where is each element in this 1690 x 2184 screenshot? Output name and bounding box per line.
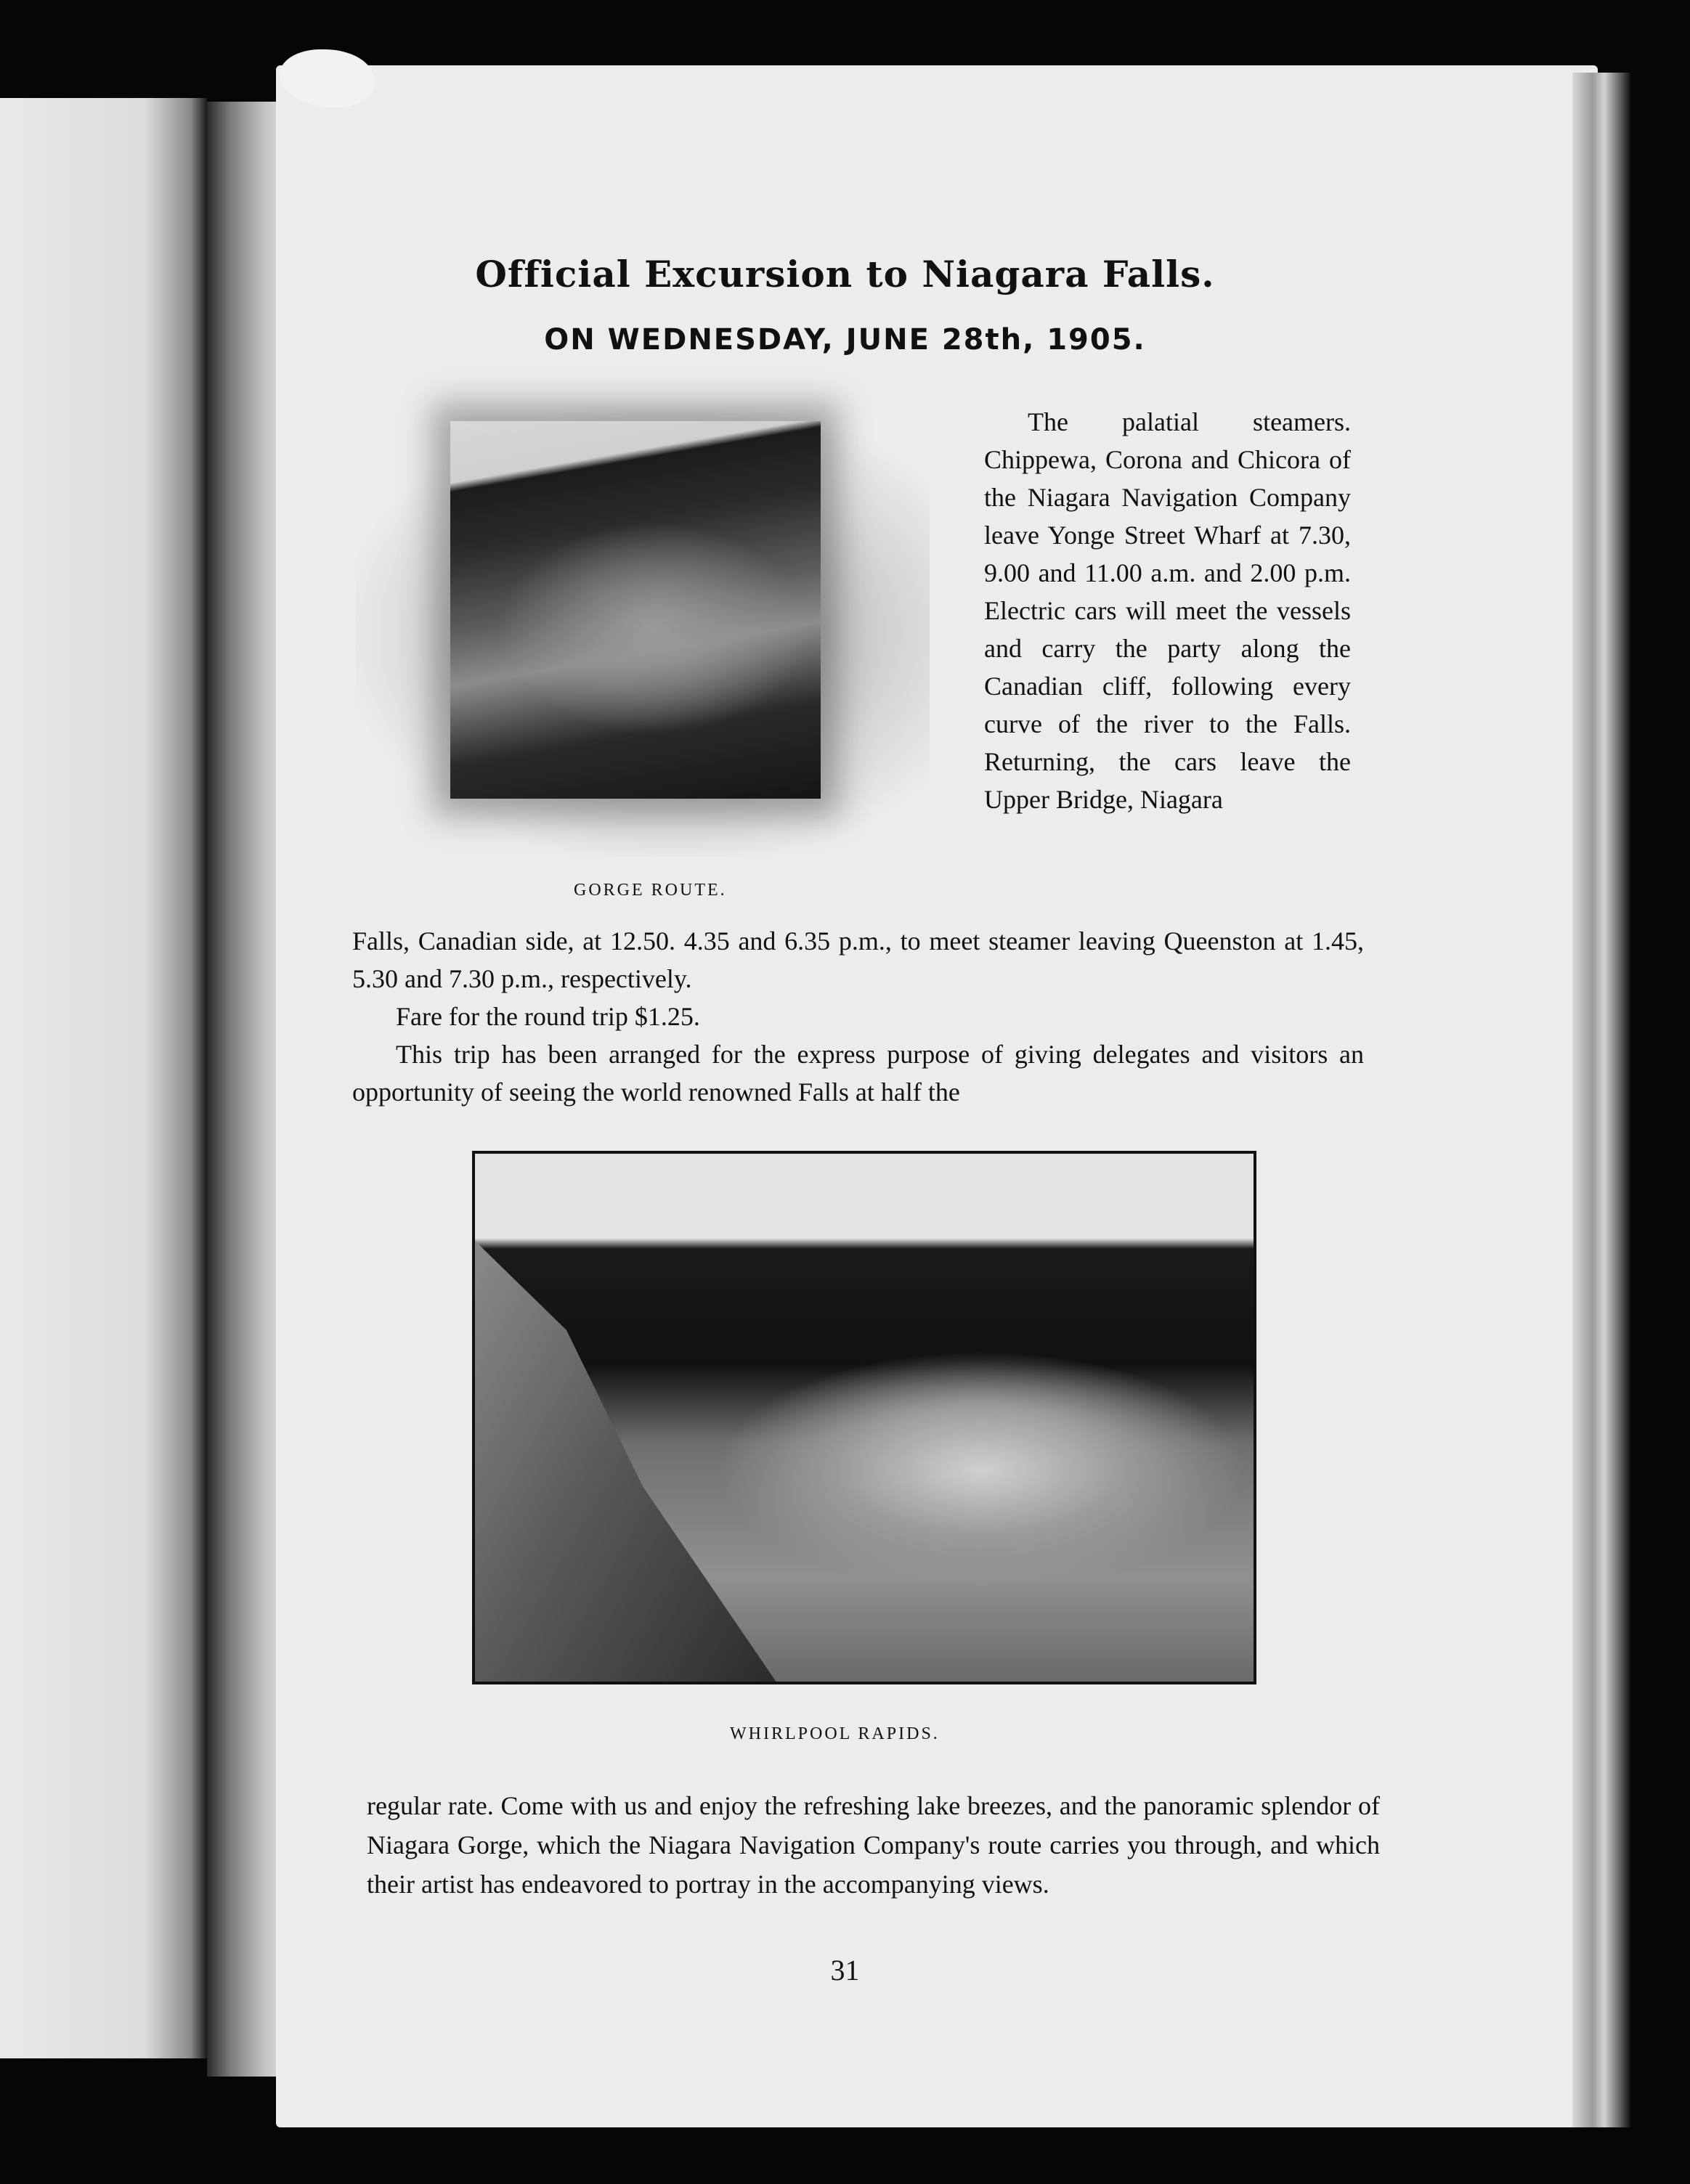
book-gutter — [207, 102, 287, 2077]
purpose-paragraph-end: regular rate. Come with us and enjoy the refreshing lake breezes, and the panoramic splendor of Niagara Gorge, which the Niagara Navigation Company's route carries you through, and which their artist has endeavored to portray in the accompanying views. — [367, 1791, 1380, 1899]
purpose-paragraph: This trip has been arranged for the express purpose of giving delegates and visitors an opportunity of seeing the world renowned Falls at half the — [352, 1040, 1364, 1107]
whirlpool-rapids-caption: WHIRLPOOL RAPIDS. — [730, 1724, 940, 1743]
fare-paragraph: Fare for the round trip $1.25. — [396, 1002, 700, 1031]
whirlpool-rapids-photo — [472, 1151, 1256, 1684]
text-column — [984, 403, 1351, 818]
body-text-lower — [367, 1786, 1380, 1904]
cliff-shading — [475, 1241, 780, 1684]
gorge-route-caption: GORGE ROUTE. — [574, 881, 727, 900]
page-number: 31 — [830, 1954, 860, 1987]
column-paragraph: The palatial steamers. Chippewa, Corona and Chicora of the Niagara Navigation Company leave Yonge Street Wharf at 7.30, 9.00 and 11.00 a.m. and 2.00 p.m. Electric cars will meet the vessels and carry the party along the Canadian cliff, following every curve of the river to the Falls. Returning, the cars leave the Upper Bridge, Niagara — [984, 407, 1351, 814]
page-subtitle: ON WEDNESDAY, JUNE 28th, 1905. — [544, 323, 1146, 356]
gorge-route-photo — [450, 421, 821, 799]
page-stack-edge — [1572, 73, 1630, 2127]
page-title: Official Excursion to Niagara Falls. — [475, 253, 1215, 296]
continuation-paragraph: Falls, Canadian side, at 12.50. 4.35 and 6.35 p.m., to meet steamer leaving Queenston at 1.45, 5.30 and 7.30 p.m., respectively. — [352, 926, 1364, 993]
body-text-upper — [352, 922, 1364, 1111]
facing-page-edge — [0, 98, 207, 2058]
